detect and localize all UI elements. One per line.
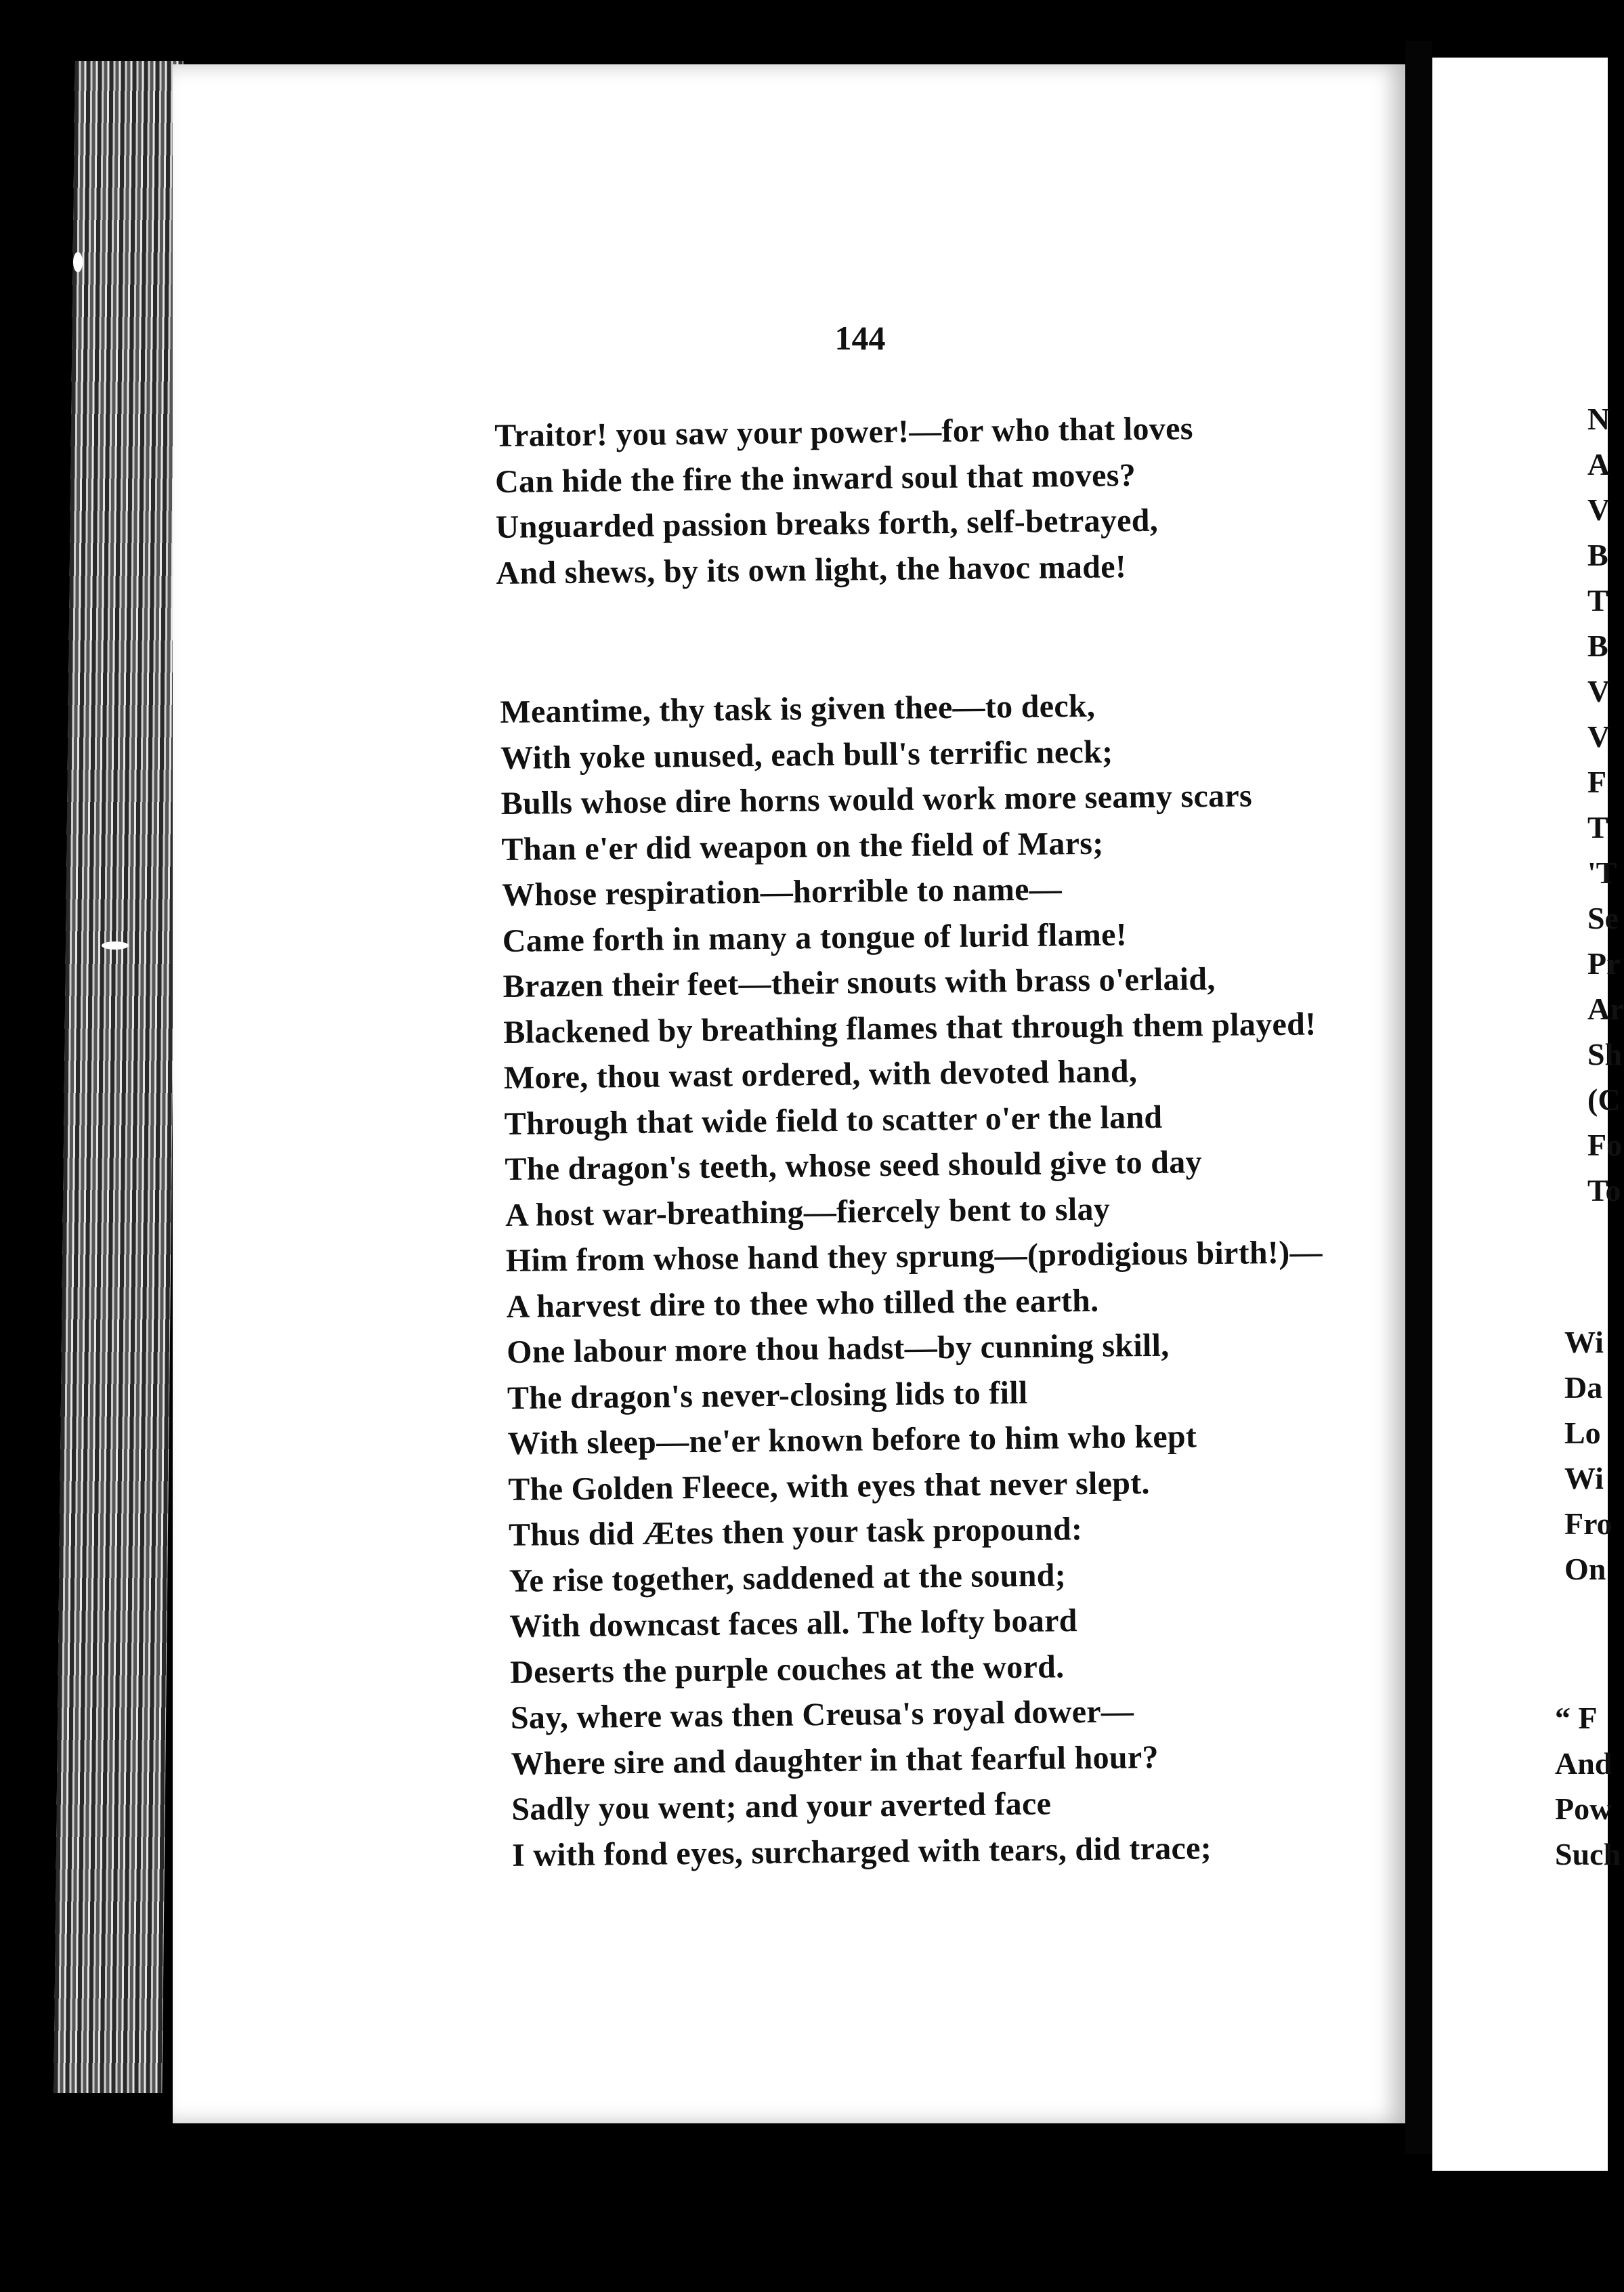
verse-line: With downcast faces all. The lofty board xyxy=(509,1603,1077,1644)
verse-line: With yoke unused, each bull's terrific neck; xyxy=(500,734,1113,776)
right-page-fragments-3 xyxy=(1555,1695,1621,1877)
line-fragment: 'T xyxy=(1587,855,1617,890)
verse-line: Blackened by breathing flames that through them played! xyxy=(503,1005,1317,1050)
line-fragment: V xyxy=(1587,719,1610,754)
line-fragment: V xyxy=(1587,674,1610,708)
line-fragment: Wi xyxy=(1564,1325,1604,1359)
line-fragment: Da xyxy=(1564,1370,1603,1405)
line-fragment: Sh xyxy=(1587,1037,1623,1071)
right-page-fragments-1 xyxy=(1587,396,1624,1213)
verse-line: Than e'er did weapon on the field of Mars; xyxy=(501,825,1104,868)
line-fragment: On xyxy=(1564,1552,1606,1586)
verse-line: The dragon's never-closing lids to fill xyxy=(507,1374,1028,1416)
book-gutter xyxy=(1405,41,1432,2154)
verse-line: Thus did Ætes then your task propound: xyxy=(508,1511,1083,1553)
line-fragment: B xyxy=(1587,629,1608,663)
line-fragment: (C xyxy=(1587,1082,1621,1117)
verse-line: With sleep—ne'er known before to him who kept xyxy=(507,1418,1197,1462)
verse-line: A host war-breathing—fiercely bent to slay xyxy=(505,1191,1111,1233)
verse-line: Unguarded passion breaks forth, self-betrayed, xyxy=(495,502,1159,545)
verse-line: Sadly you went; and your averted face xyxy=(511,1785,1052,1827)
line-fragment: To xyxy=(1587,1173,1621,1208)
verse-line: Him from whose hand they sprung—(prodigious birth!)— xyxy=(505,1234,1323,1279)
verse-line: Whose respiration—horrible to name— xyxy=(501,871,1063,913)
verse-line: Through that wide field to scatter o'er the land xyxy=(504,1099,1163,1142)
scan-speck xyxy=(102,941,129,950)
page-number: 144 xyxy=(834,319,886,357)
verse-line: Deserts the purple couches at the word. xyxy=(509,1648,1065,1691)
line-fragment: Se xyxy=(1587,901,1619,935)
line-fragment: Fro xyxy=(1564,1506,1612,1541)
verse-line: Ye rise together, saddened at the sound; xyxy=(509,1556,1067,1599)
line-fragment: T xyxy=(1587,583,1608,618)
verse-line: And shews, by its own light, the havoc made! xyxy=(496,548,1127,591)
line-fragment: Fo xyxy=(1587,1128,1623,1162)
line-fragment: Wi xyxy=(1564,1461,1604,1495)
line-fragment: F xyxy=(1587,765,1607,799)
line-fragment: V xyxy=(1587,492,1610,527)
line-fragment: B xyxy=(1587,538,1608,572)
line-fragment: N xyxy=(1587,402,1610,436)
right-page-fragments-2 xyxy=(1564,1319,1612,1592)
line-fragment: Such xyxy=(1555,1837,1621,1871)
verse-line: More, thou wast ordered, with devoted hand, xyxy=(503,1053,1138,1096)
verse-line: I with fond eyes, surcharged with tears, did trace; xyxy=(511,1829,1212,1873)
verse-line: Traitor! you saw your power!—for who that loves xyxy=(494,410,1193,454)
line-fragment: Pow xyxy=(1555,1791,1612,1826)
verse-line: One labour more thou hadst—by cunning skill, xyxy=(506,1327,1170,1370)
verse-line: Meantime, thy task is given thee—to deck, xyxy=(500,687,1096,730)
line-fragment: Ar xyxy=(1587,992,1624,1026)
verse-line: Where sire and daughter in that fearful hour? xyxy=(511,1739,1159,1782)
line-fragment: Pr xyxy=(1587,946,1621,981)
line-fragment: Lo xyxy=(1564,1416,1601,1450)
stanza-2 xyxy=(500,681,1329,1878)
verse-line: The Golden Fleece, with eyes that never slept. xyxy=(508,1464,1151,1508)
verse-line: Came forth in many a tongue of lurid flame! xyxy=(502,916,1128,959)
verse-line: Say, where was then Creusa's royal dower— xyxy=(510,1693,1134,1736)
page-edges xyxy=(54,61,183,2093)
verse-line: The dragon's teeth, whose seed should give to day xyxy=(505,1144,1203,1187)
line-fragment: And xyxy=(1555,1746,1612,1781)
verse-line: Brazen their feet—their snouts with brass o'erlaid, xyxy=(503,960,1216,1004)
line-fragment: A xyxy=(1587,447,1610,482)
scan-speck xyxy=(73,252,83,272)
verse-line: A harvest dire to thee who tilled the earth. xyxy=(506,1282,1099,1325)
line-fragment: T xyxy=(1587,810,1608,845)
line-fragment: “ F xyxy=(1555,1701,1598,1735)
verse-line: Can hide the fire the inward soul that moves? xyxy=(494,457,1136,500)
stanza-1 xyxy=(494,406,1195,596)
verse-line: Bulls whose dire horns would work more seamy scars xyxy=(500,778,1253,822)
